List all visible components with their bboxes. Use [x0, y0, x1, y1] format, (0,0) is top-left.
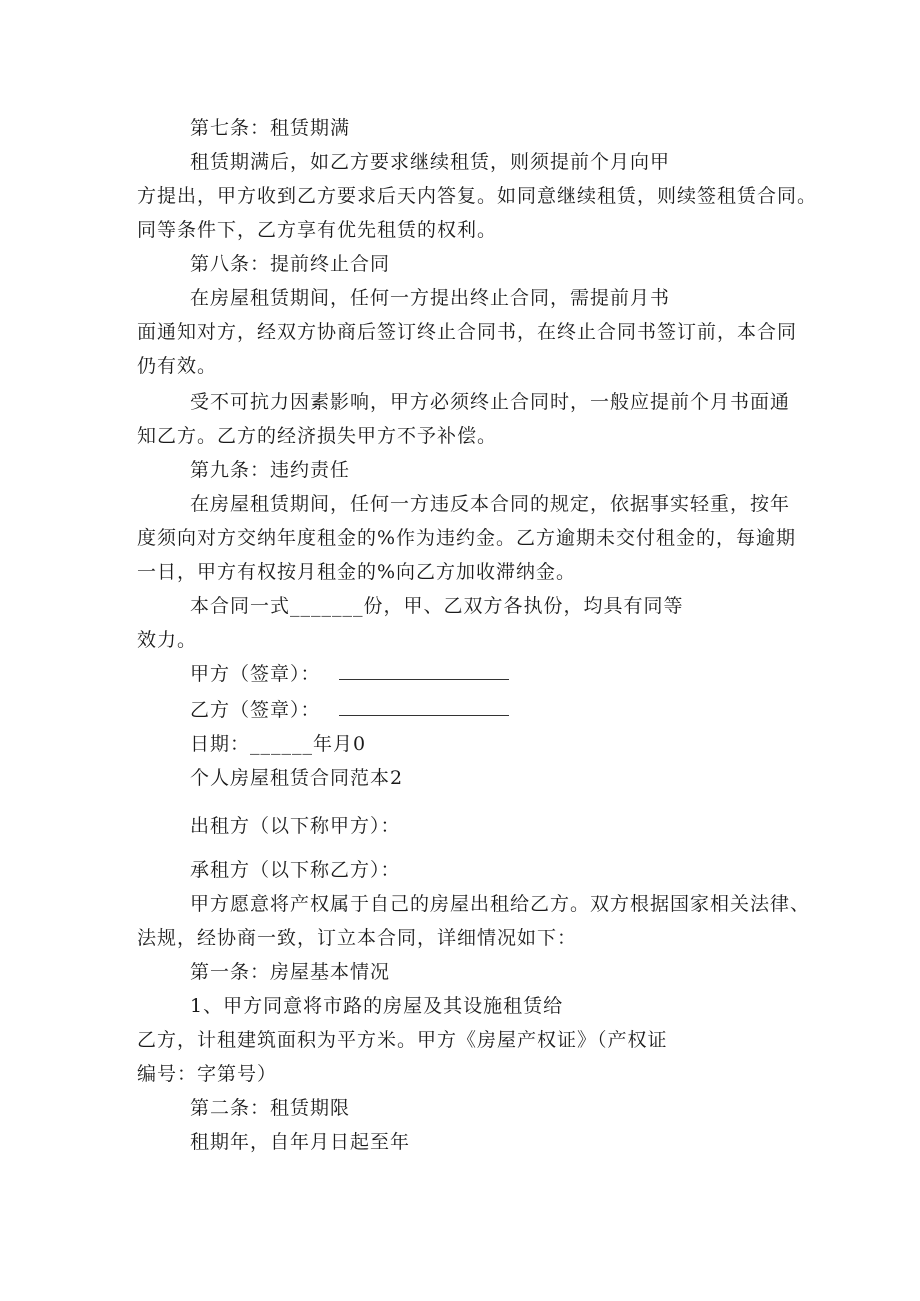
party-a-signature-label: 甲方（签章）： — [190, 663, 321, 685]
party-a-signature-blank — [339, 663, 509, 680]
paragraph-line: 租期年，自年月日起至年 — [190, 1131, 411, 1153]
paragraph-line: 同等条件下，乙方享有优先租赁的权利。 — [137, 219, 498, 241]
paragraph-line: 甲方愿意将产权属于自己的房屋出租给乙方。双方根据国家相关法律、 — [190, 893, 811, 915]
paragraph-line: 在房屋租赁期间，任何一方违反本合同的规定，依据事实轻重，按年 — [190, 493, 791, 515]
party-b-signature-row — [190, 698, 509, 722]
paragraph-line: 法规，经协商一致，订立本合同，详细情况如下： — [137, 927, 578, 949]
paragraph-line: 编号：字第号） — [137, 1063, 278, 1085]
party-b-signature-label: 乙方（签章）： — [190, 699, 321, 721]
lessee-line: 承租方（以下称乙方）： — [190, 859, 401, 881]
paragraph-line: 度须向对方交纳年度租金的%作为违约金。乙方逾期未交付租金的，每逾期 — [137, 527, 797, 549]
party-a-signature-row — [190, 662, 509, 686]
article-7-heading: 第七条：租赁期满 — [190, 117, 351, 139]
paragraph-line: 本合同一式_______份，甲、乙双方各执份，均具有同等 — [190, 595, 684, 617]
paragraph-line: 租赁期满后，如乙方要求继续租赁，则须提前个月向甲 — [190, 151, 671, 173]
paragraph-line: 方提出，甲方收到乙方要求后天内答复。如同意继续租赁，则续签租赁合同。 — [137, 185, 818, 207]
article-2-heading: 第二条：租赁期限 — [190, 1097, 351, 1119]
paragraph-line: 受不可抗力因素影响，甲方必须终止合同时，一般应提前个月书面通 — [190, 391, 791, 413]
section-title: 个人房屋租赁合同范本2 — [190, 767, 404, 789]
date-line: 日期：______年月0 — [190, 733, 367, 755]
paragraph-line: 知乙方。乙方的经济损失甲方不予补偿。 — [137, 425, 498, 447]
article-9-heading: 第九条：违约责任 — [190, 459, 351, 481]
party-b-signature-blank — [339, 699, 509, 716]
paragraph-line: 一日，甲方有权按月租金的%向乙方加收滞纳金。 — [137, 561, 577, 583]
paragraph-line: 在房屋租赁期间，任何一方提出终止合同，需提前月书 — [190, 287, 671, 309]
paragraph-line: 仍有效。 — [137, 355, 218, 377]
lessor-line: 出租方（以下称甲方）： — [190, 815, 401, 837]
paragraph-line: 面通知对方，经双方协商后签订终止合同书，在终止合同书签订前，本合同 — [137, 321, 798, 343]
paragraph-line: 1、甲方同意将市路的房屋及其设施租赁给 — [190, 995, 564, 1017]
paragraph-line: 效力。 — [137, 629, 198, 651]
article-1-heading: 第一条：房屋基本情况 — [190, 961, 391, 983]
paragraph-line: 乙方，计租建筑面积为平方米。甲方《房屋产权证》（产权证 — [137, 1029, 668, 1051]
article-8-heading: 第八条：提前终止合同 — [190, 253, 391, 275]
